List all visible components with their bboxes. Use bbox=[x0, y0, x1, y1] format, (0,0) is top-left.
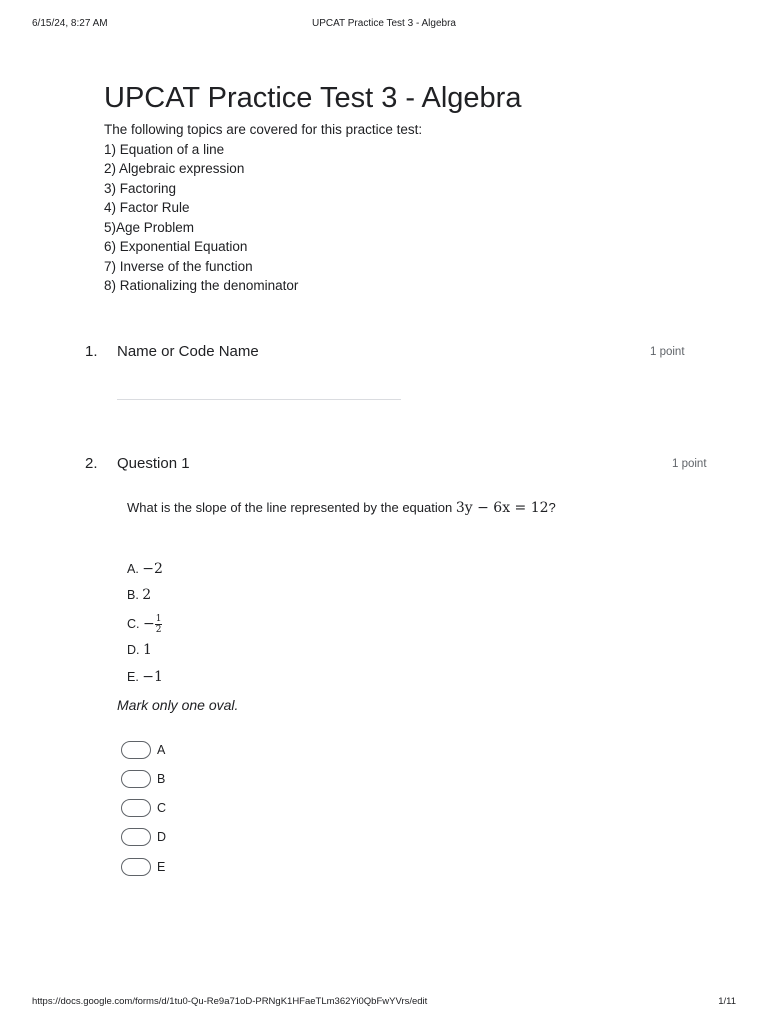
choice-label: C bbox=[157, 801, 167, 815]
description-line: 5)Age Problem bbox=[104, 219, 195, 235]
print-footer bbox=[32, 996, 736, 1010]
mark-one-oval-instruction: Mark only one oval. bbox=[117, 697, 239, 713]
choice-label: E bbox=[157, 860, 166, 874]
question-title: Name or Code Name bbox=[117, 343, 259, 360]
choice-b[interactable] bbox=[121, 769, 201, 789]
choice-label: B bbox=[157, 772, 166, 786]
question-title: Question 1 bbox=[117, 455, 190, 472]
radio-oval-c[interactable] bbox=[121, 799, 151, 817]
choice-e[interactable] bbox=[121, 857, 201, 877]
choice-d[interactable] bbox=[121, 827, 201, 847]
form-title: UPCAT Practice Test 3 - Algebra bbox=[104, 82, 522, 114]
description-line: 1) Equation of a line bbox=[104, 141, 225, 157]
description-line: 2) Algebraic expression bbox=[104, 161, 245, 176]
question-name bbox=[0, 342, 768, 412]
choice-label: A bbox=[157, 743, 166, 757]
answer-option-e: E. −1 bbox=[127, 669, 163, 685]
question-number: 1. bbox=[85, 343, 98, 360]
radio-oval-b[interactable] bbox=[121, 770, 151, 788]
description-line: 8) Rationalizing the denominator bbox=[104, 278, 299, 293]
description-line: The following topics are covered for this practice test: bbox=[104, 122, 423, 137]
radio-oval-a[interactable] bbox=[121, 741, 151, 759]
radio-oval-d[interactable] bbox=[121, 828, 151, 846]
description-line: 3) Factoring bbox=[104, 180, 177, 196]
description-line: 7) Inverse of the function bbox=[104, 258, 253, 274]
print-url[interactable]: https://docs.google.com/forms/d/1tu0-Qu-Re9a71oD-PRNgK1HFaeTLm362Yi0QbFwYVrs/edit bbox=[32, 996, 428, 1007]
choice-a[interactable] bbox=[121, 740, 201, 760]
print-datetime: 6/15/24, 8:27 AM bbox=[32, 18, 108, 29]
choice-label: D bbox=[157, 830, 167, 844]
print-header bbox=[32, 18, 736, 32]
choice-c[interactable] bbox=[121, 798, 201, 818]
question-prompt bbox=[127, 499, 556, 517]
fraction: $\frac{1}{2}$ bbox=[155, 614, 162, 635]
answer-option-d: D. 1 bbox=[127, 642, 152, 658]
name-answer-field[interactable] bbox=[117, 399, 401, 400]
description-line: 6) Exponential Equation bbox=[104, 239, 248, 254]
question-prompt-equation: 3y − 6x = 12 bbox=[455, 500, 549, 516]
form-description bbox=[104, 120, 422, 296]
question-points: 1 point bbox=[672, 458, 707, 470]
question-number: 2. bbox=[85, 455, 98, 472]
question-slope bbox=[0, 454, 768, 884]
question-prompt-end: ? bbox=[548, 500, 556, 515]
description-line: 4) Factor Rule bbox=[104, 200, 190, 215]
answer-option-c: C. − $\frac{1}{2}$ bbox=[127, 614, 162, 635]
question-points: 1 point bbox=[650, 346, 685, 358]
answer-option-b: B. 2 bbox=[127, 587, 152, 603]
page-number: 1/11 bbox=[718, 996, 736, 1007]
answer-option-a: A. −2 bbox=[127, 561, 163, 577]
question-prompt-text: What is the slope of the line represented by the equation bbox=[127, 500, 453, 515]
radio-oval-e[interactable] bbox=[121, 858, 151, 876]
print-page-title: UPCAT Practice Test 3 - Algebra bbox=[312, 18, 456, 29]
